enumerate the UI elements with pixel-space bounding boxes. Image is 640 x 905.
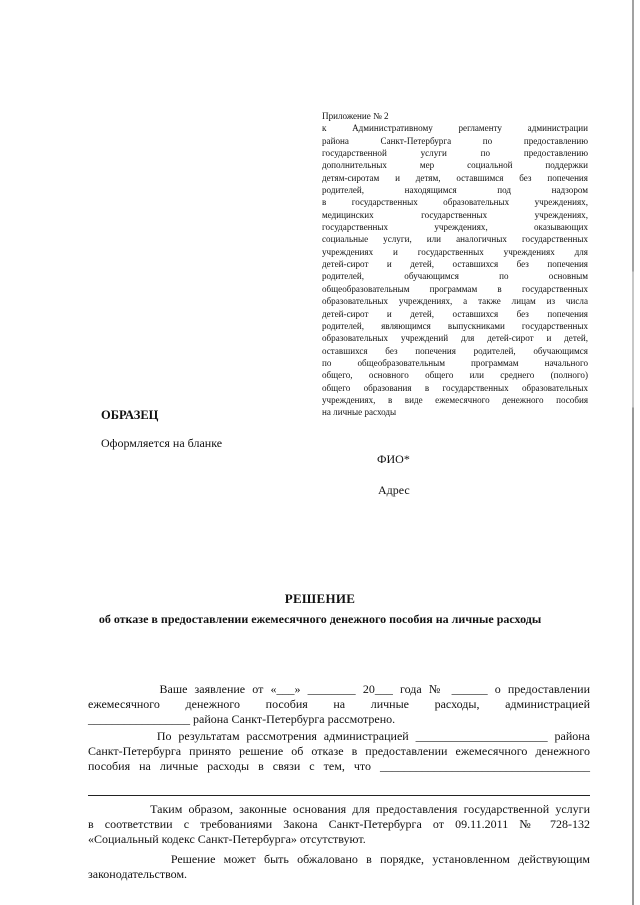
appendix-line: детей-сирот и детей, оставшихся без попечения [322, 259, 588, 270]
appendix-line: родителей, являющимся выпускниками государственных [322, 320, 588, 331]
paragraph-line: ежемесячного денежного пособия на личные расходы, администрацией [88, 697, 590, 711]
paragraph-line: По результатам рассмотрения администрацией ______________________ района [88, 729, 590, 743]
appendix-line: детям-сиротам и детям, оставшимся без попечения [322, 172, 588, 183]
paragraph-result [88, 729, 590, 774]
appendix-line: общего, основного общего или среднего (полного) [322, 370, 588, 381]
appendix-line: учреждениях и государственных учреждениях для [322, 246, 588, 257]
appendix-line: родителей, находящимся под надзором [322, 185, 588, 196]
appendix-line: дополнительных мер социальной поддержки [322, 160, 588, 171]
paragraph-appeal [88, 852, 590, 882]
appendix-line: детей-сирот и детей, оставшихся без попечения [322, 308, 588, 319]
paragraph-line: в соответствии с требованиями Закона Санкт-Петербурга от 09.11.2011 № 728-132 [88, 817, 590, 831]
paragraph-line: Решение может быть обжаловано в порядке, установленном действующим [88, 852, 590, 866]
paragraph-line: Ваше заявление от «___» ________ 20___ года № ______ о предоставлении [88, 682, 590, 696]
reason-fill-line [88, 795, 590, 796]
paragraph-legal-basis [88, 802, 590, 847]
paragraph-application [88, 682, 590, 727]
appendix-title: Приложение № 2 [322, 111, 389, 121]
appendix-line: общеобразовательным программам в государственных [322, 283, 588, 294]
paragraph-line: законодательством. [88, 867, 188, 881]
appendix-line: государственной услуги по предоставлению [322, 148, 588, 159]
appendix-line: оставшихся без попечения родителей, обучающимся [322, 345, 588, 356]
appendix-line: образовательных учреждений для детей-сирот и детей, [322, 333, 588, 344]
appendix-line: по общеобразовательным программам начального [322, 357, 588, 368]
recipient-fio: ФИО* [377, 452, 410, 466]
paragraph-line: «Социальный кодекс Санкт-Петербурга» отсутствуют. [88, 832, 366, 846]
paragraph-line: _________________ района Санкт-Петербурга рассмотрено. [88, 712, 396, 726]
appendix-line: общего образования в государственных образовательных [322, 382, 588, 393]
decision-subtitle: об отказе в предоставлении ежемесячного денежного пособия на личные расходы [98, 612, 542, 626]
appendix-line: в государственных образовательных учреждениях, [322, 197, 588, 208]
appendix-line: района Санкт-Петербурга по предоставлению [322, 135, 588, 146]
appendix-line: медицинских государственных учреждениях, [322, 209, 588, 220]
appendix-line: образовательных учреждениях, а также лицам из числа [322, 296, 588, 307]
appendix-line: государственных учреждениях, оказывающих [322, 222, 588, 233]
recipient-address: Адрес [378, 483, 410, 497]
paragraph-line: Таким образом, законные основания для предоставления государственной услуги [88, 802, 590, 816]
appendix-block [322, 110, 588, 419]
sample-label: ОБРАЗЕЦ [101, 408, 159, 422]
blank-note: Оформляется на бланке [101, 436, 223, 450]
appendix-line: родителей, обучающимся по основным [322, 271, 588, 282]
appendix-line: социальные услуги, или аналогичных государственных [322, 234, 588, 245]
appendix-line: к Административному регламенту администрации [322, 123, 588, 134]
paragraph-line: пособия на личные расходы в связи с тем, что ___________________________________ [88, 759, 590, 773]
paragraph-line: Санкт-Петербурга принято решение об отказе в предоставлении ежемесячного денежного [88, 744, 590, 758]
appendix-line: на личные расходы [322, 407, 397, 418]
scan-edge-artifact [632, 0, 634, 905]
decision-title: РЕШЕНИЕ [284, 591, 356, 606]
appendix-line: учреждениях, в виде ежемесячного денежного пособия [322, 394, 588, 405]
